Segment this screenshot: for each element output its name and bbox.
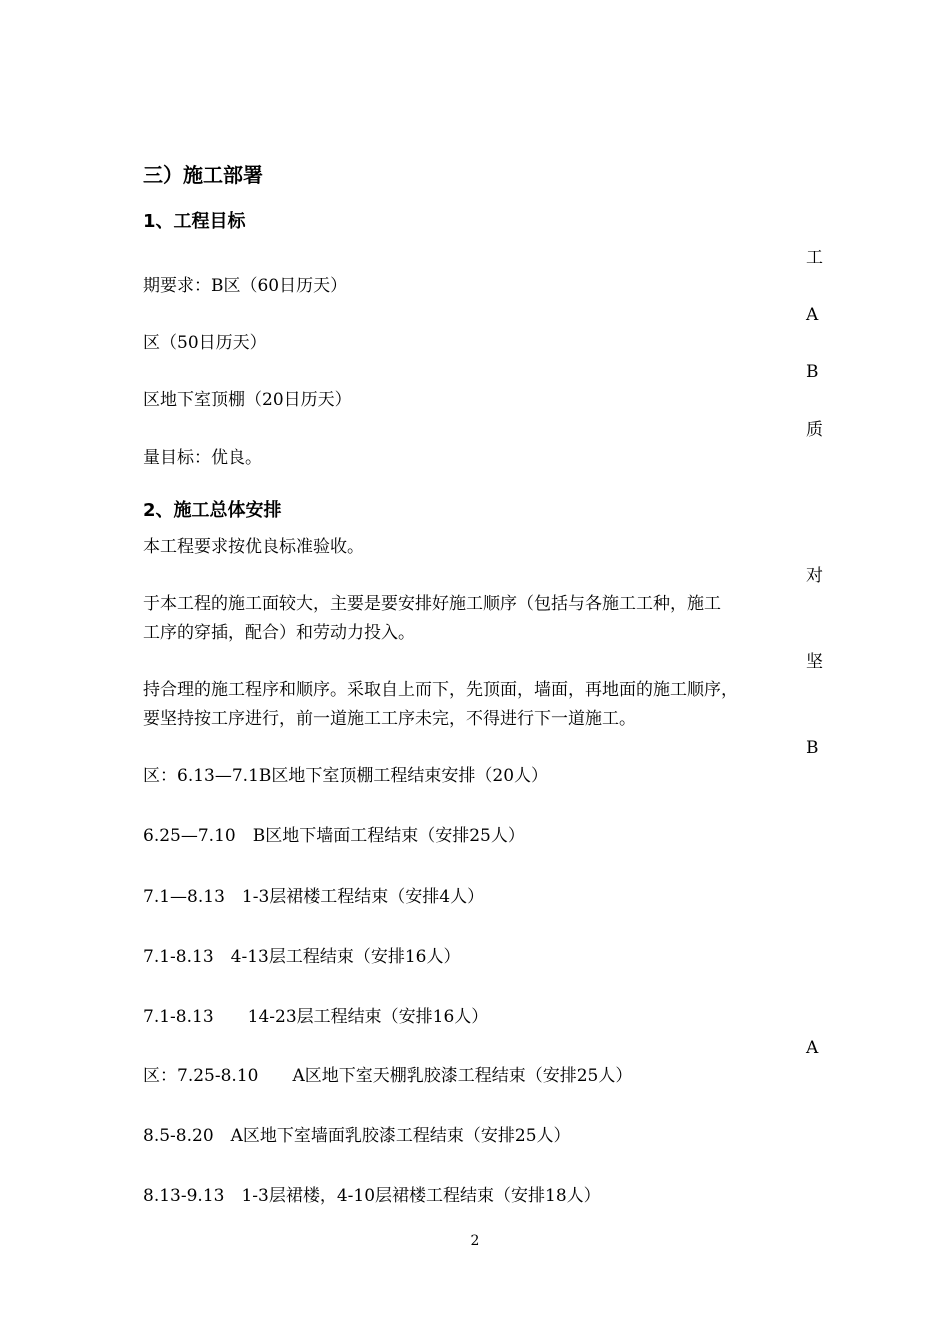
schedule-line-2: 6.25—7.10 B区地下墙面工程结束（安排25人） [143,826,525,846]
schedule-line-3: 7.1—8.13 1-3层裙楼工程结束（安排4人） [143,887,485,907]
arrangement-wrap-char-2: 坚 [806,652,823,672]
arrangement-paragraph-2a: 于本工程的施工面较大，主要是要安排好施工顺序（包括与各施工工种，施工 [143,594,721,614]
schedule-line-4: 7.1-8.13 4-13层工程结束（安排16人） [143,947,461,967]
section-title: 三）施工部署 [143,163,263,187]
schedule-line-1: 区：6.13—7.1B区地下室顶棚工程结束安排（20人） [143,766,549,786]
arrangement-paragraph-3a: 持合理的施工程序和顺序。采取自上而下，先顶面，墙面，再地面的施工顺序， [143,680,738,700]
arrangement-paragraph-1: 本工程要求按优良标准验收。 [143,537,364,557]
arrangement-wrap-char-4: A [806,1038,819,1058]
arrangement-wrap-char-3: B [806,738,819,758]
goal-heading: 1、工程目标 [143,211,246,232]
page-number: 2 [470,1233,480,1249]
arrangement-paragraph-3b: 要坚持按工序进行，前一道施工工序未完，不得进行下一道施工。 [143,709,636,729]
schedule-line-6: 区：7.25-8.10 A区地下室天棚乳胶漆工程结束（安排25人） [143,1066,633,1086]
goal-line-3: 区地下室顶棚（20日历天） [143,390,352,410]
goal-wrap-char-3: B [806,362,819,382]
arrangement-heading: 2、施工总体安排 [143,500,282,521]
schedule-line-8: 8.13-9.13 1-3层裙楼，4-10层裙楼工程结束（安排18人） [143,1186,601,1206]
schedule-line-5: 7.1-8.13 14-23层工程结束（安排16人） [143,1007,489,1027]
schedule-line-7: 8.5-8.20 A区地下室墙面乳胶漆工程结束（安排25人） [143,1126,571,1146]
goal-line-2: 区（50日历天） [143,333,267,353]
arrangement-paragraph-2b: 工序的穿插，配合）和劳动力投入。 [143,623,415,643]
goal-line-1: 期要求：B区（60日历天） [143,276,348,296]
goal-wrap-char-4: 质 [806,420,823,440]
goal-wrap-char-1: 工 [806,248,823,268]
goal-line-4: 量目标：优良。 [143,448,262,468]
arrangement-wrap-char-1: 对 [806,566,823,586]
goal-wrap-char-2: A [806,305,819,325]
